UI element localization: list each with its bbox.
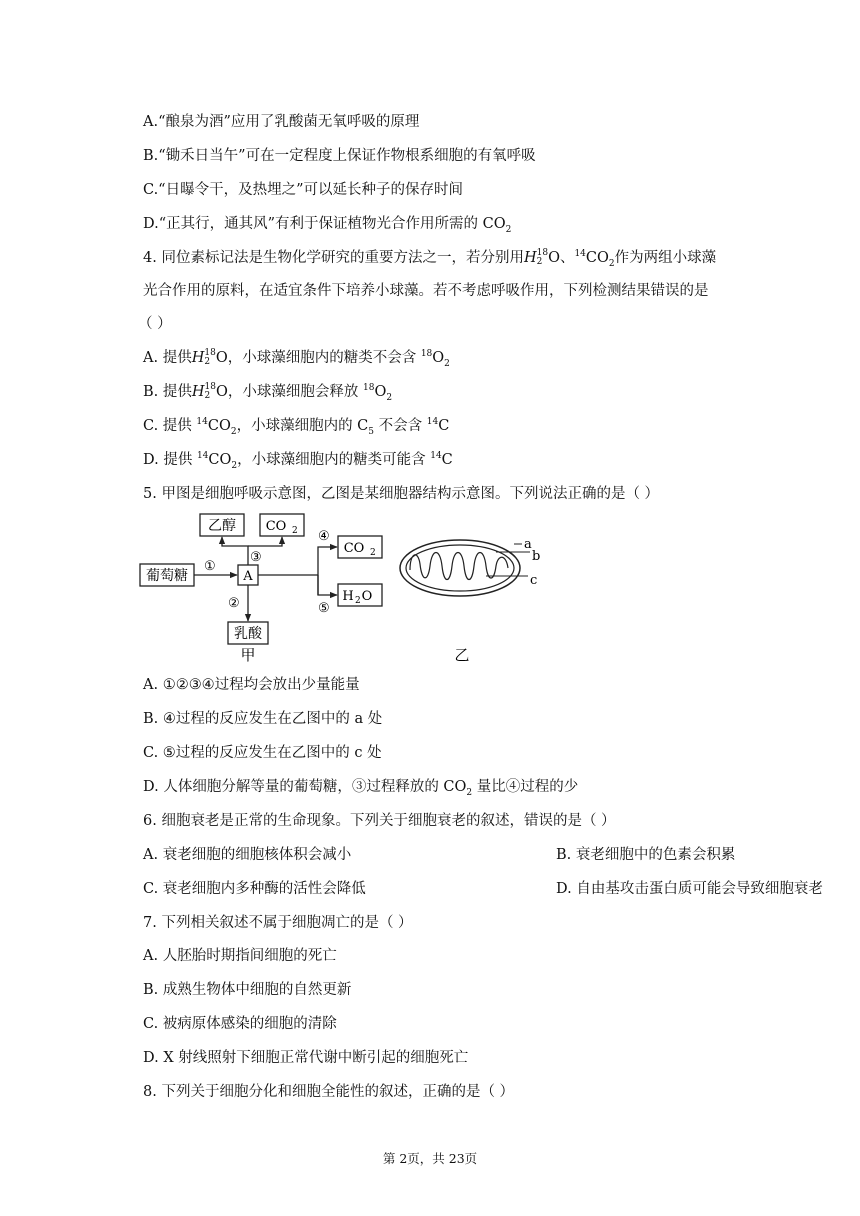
q3-option-d <box>143 214 511 234</box>
isotope-stack <box>537 249 548 267</box>
q4a-text: A. 提供 <box>143 350 192 366</box>
q4c-text: 不会含 <box>374 418 427 434</box>
step-1: ① <box>204 559 216 574</box>
superscript: 14 <box>574 249 586 260</box>
subscript: 2 <box>466 787 473 798</box>
h2o-o: O <box>361 589 373 604</box>
q4-stem-line2: 光合作用的原料，在适宜条件下培养小球藻。若不考虑呼吸作用，下列检测结果错误的是 <box>143 283 709 299</box>
q4-text: O、 <box>548 250 575 266</box>
q6-option-d: D. 自由基攻击蛋白质可能会导致细胞衰老 <box>556 881 823 897</box>
q4-option-d <box>143 450 453 470</box>
subscript: 2 <box>444 358 450 369</box>
step-5: ⑤ <box>318 601 330 616</box>
subscript: 2 <box>505 224 512 235</box>
mitochondrion-icon <box>400 540 520 596</box>
c-symbol: C <box>441 452 453 468</box>
q6-option-b: B. 衰老细胞中的色素会积累 <box>556 847 736 863</box>
q5d-text: D. 人体细胞分解等量的葡萄糖，③过程释放的 CO <box>143 779 467 795</box>
q5-stem: 5. 甲图是细胞呼吸示意图，乙图是某细胞器结构示意图。下列说法正确的是（ ） <box>143 486 660 502</box>
subscript: 2 <box>386 392 393 403</box>
h2o-h: H <box>342 589 354 604</box>
q5-option-c: C. ⑤过程的反应发生在乙图中的 c 处 <box>143 745 382 761</box>
q3-option-a: A.“酿泉为酒”应用了乳酸菌无氧呼吸的原理 <box>143 114 420 130</box>
q4-text: 4. 同位素标记法是生物化学研究的重要方法之一，若分别用 <box>143 250 524 266</box>
q4c-text: CO <box>207 418 231 434</box>
step-2: ② <box>228 596 240 611</box>
a-node-label: A <box>243 569 253 584</box>
superscript: 18 <box>536 248 549 258</box>
q6-row-1 <box>143 845 736 865</box>
respiration-diagram <box>136 508 556 668</box>
q4a-text: O，小球藻细胞内的糖类不会含 <box>215 350 421 366</box>
q6-option-a: A. 衰老细胞的细胞核体积会减小 <box>143 847 352 863</box>
superscript: 14 <box>426 417 439 428</box>
co2-label-top: CO <box>265 519 287 534</box>
q7-option-c: C. 被病原体感染的细胞的清除 <box>143 1016 337 1032</box>
figure-label-yi: 乙 <box>454 646 470 664</box>
q4b-text: B. 提供 <box>143 384 192 400</box>
o-symbol: O <box>374 384 387 400</box>
step-4: ④ <box>318 529 330 544</box>
superscript: 18 <box>420 349 433 360</box>
subscript: 2 <box>536 257 543 267</box>
subscript: 2 <box>204 357 211 367</box>
q3-option-c: C.“日曝令干，及热埋之”可以延长种子的保存时间 <box>143 182 464 198</box>
q4d-text: D. 提供 <box>143 452 197 468</box>
q3-option-b: B.“锄禾日当午”可在一定程度上保证作物根系细胞的有氧呼吸 <box>143 148 536 164</box>
q7-option-b: B. 成熟生物体中细胞的自然更新 <box>143 982 352 998</box>
q4b-text: O，小球藻细胞会释放 <box>215 384 363 400</box>
q5d-text: 量比④过程的少 <box>472 779 579 795</box>
q4-option-b <box>143 382 392 402</box>
q7-option-d: D. X 射线照射下细胞正常代谢中断引起的细胞死亡 <box>143 1050 469 1066</box>
q4-option-a <box>143 348 450 368</box>
co2-sub-right: 2 <box>370 548 376 558</box>
q3d-text: D.“正其行，通其风”有利于保证植物光合作用所需的 CO <box>143 216 506 232</box>
h-symbol: H <box>523 250 537 266</box>
c-symbol: C <box>438 418 450 434</box>
q7-stem: 7. 下列相关叙述不属于细胞凋亡的是（ ） <box>143 915 413 931</box>
q6-row-2 <box>143 879 823 899</box>
q4-text: 作为两组小球藻 <box>614 250 717 266</box>
q4c-text: ，小球藻细胞内的 C <box>236 418 369 434</box>
q4-answer-paren: （ ） <box>138 316 172 332</box>
superscript: 18 <box>204 348 216 358</box>
co2-sub-top: 2 <box>292 526 298 536</box>
q4-text: CO <box>585 250 609 266</box>
h2o-sub: 2 <box>355 596 361 606</box>
q4-option-c <box>143 416 449 436</box>
q6-option-c: C. 衰老细胞内多种酶的活性会降低 <box>143 881 366 897</box>
q6-stem: 6. 细胞衰老是正常的生命现象。下列关于细胞衰老的叙述，错误的是（ ） <box>143 813 616 829</box>
q5-option-d <box>143 777 578 797</box>
mark-c: c <box>530 573 538 588</box>
q5-option-b: B. ④过程的反应发生在乙图中的 a 处 <box>143 711 383 727</box>
lactate-label: 乳酸 <box>234 626 262 642</box>
q8-stem: 8. 下列关于细胞分化和细胞全能性的叙述，正确的是（ ） <box>143 1084 515 1100</box>
subscript: 2 <box>608 258 615 269</box>
subscript: 2 <box>231 460 238 471</box>
superscript: 14 <box>196 451 209 462</box>
superscript: 14 <box>430 451 442 462</box>
q7-option-a: A. 人胚胎时期指间细胞的死亡 <box>143 948 337 964</box>
mark-b: b <box>532 549 541 564</box>
page-footer: 第 2页，共 23页 <box>382 1151 478 1166</box>
q5-option-a: A. ①②③④过程均会放出少量能量 <box>143 677 360 693</box>
superscript: 18 <box>362 383 375 394</box>
ethanol-label: 乙醇 <box>208 518 236 534</box>
mark-a: a <box>524 537 532 552</box>
q4c-text: C. 提供 <box>143 418 197 434</box>
superscript: 14 <box>196 417 208 428</box>
q4d-text: ，小球藻细胞内的糖类可能含 <box>237 452 431 468</box>
step-3: ③ <box>250 550 262 565</box>
subscript: 2 <box>204 391 211 401</box>
o-symbol: O <box>432 350 445 366</box>
figure-label-jia: 甲 <box>240 646 256 664</box>
isotope-stack <box>205 383 216 401</box>
subscript: 2 <box>230 426 237 437</box>
superscript: 18 <box>204 382 216 392</box>
isotope-stack <box>204 349 215 367</box>
h-symbol: H <box>191 384 205 400</box>
co2-label-right: CO <box>343 541 365 556</box>
subscript: 5 <box>368 426 375 437</box>
glucose-label: 葡萄糖 <box>146 568 188 584</box>
h-symbol: H <box>191 350 205 366</box>
q4d-text: CO <box>208 452 232 468</box>
q4-stem-line1 <box>143 248 716 268</box>
